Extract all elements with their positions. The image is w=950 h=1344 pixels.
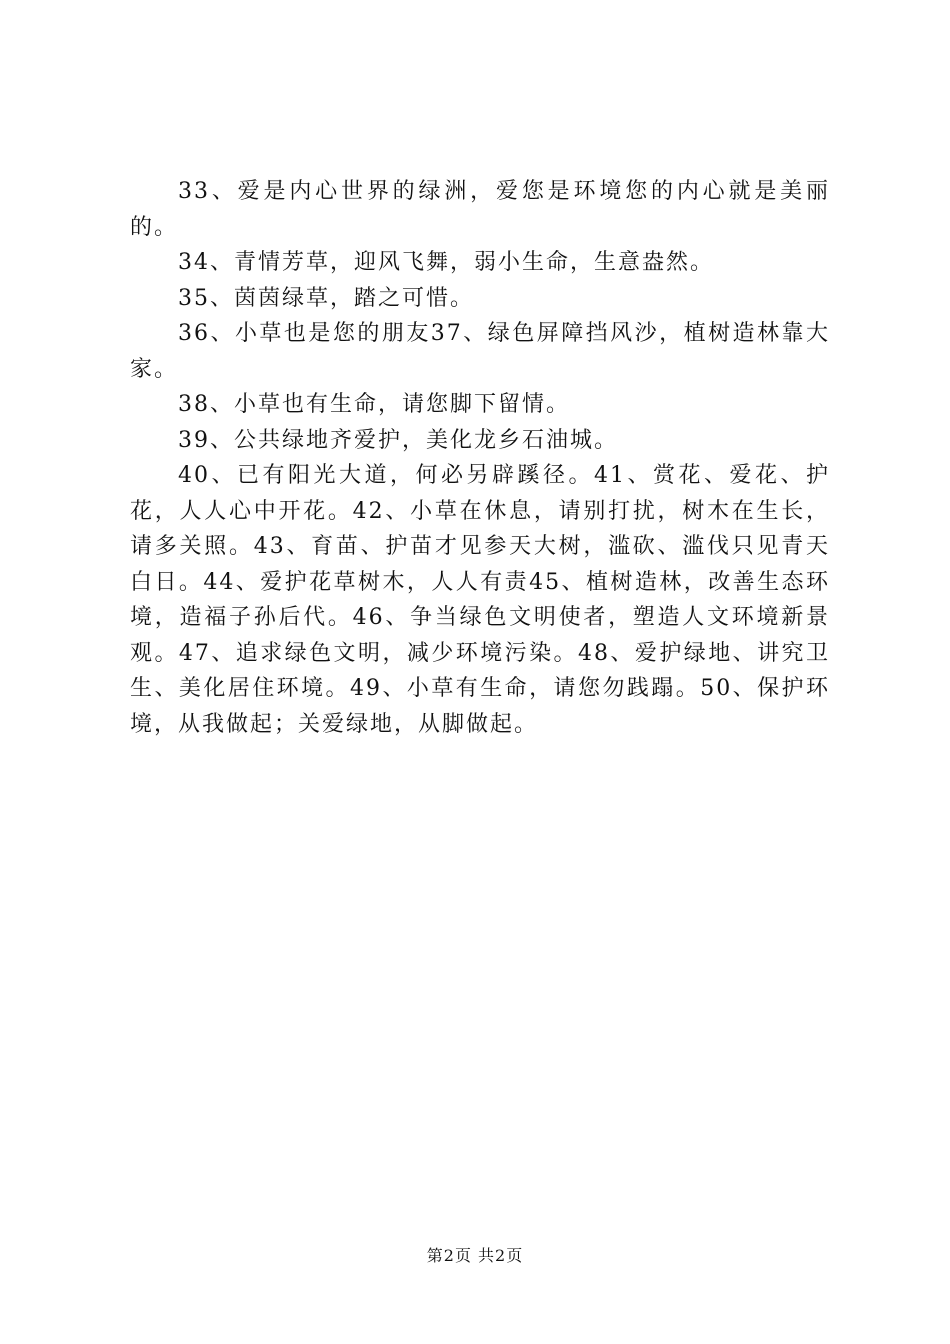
slogan-paragraph-39: 39、公共绿地齐爱护，美化龙乡石油城。 bbox=[178, 427, 618, 453]
slogan-paragraph-36: 36、小草也是您的朋友37、绿色屏障挡风沙，植树造林靠大家。 bbox=[130, 321, 830, 382]
slogan-paragraph-35: 35、茵茵绿草，踏之可惜。 bbox=[178, 285, 474, 311]
slogan-paragraph-38: 38、小草也有生命，请您脚下留情。 bbox=[178, 392, 570, 417]
slogan-paragraph-33: 33、爱是内心世界的绿洲，爱您是环境您的内心就是美丽的。 bbox=[130, 179, 830, 240]
slogan-paragraph-34: 34、青情芳草，迎风飞舞，弱小生命，生意盎然。 bbox=[178, 250, 714, 275]
page-number-footer: 第2页 共2页 bbox=[426, 1246, 524, 1265]
document-body bbox=[130, 174, 830, 742]
slogan-paragraph-40-50: 40、已有阳光大道，何必另辟蹊径。41、赏花、爱花、护花，人人心中开花。42、小草在休息，请别打扰，树木在生长，请多关照。43、育苗、护苗才见参天大树，滥砍、滥伐只见青天白日。44、爱护花草树木，人人有责45、植树造林，改善生态环境，造福子孙后代。46、争当绿色文明使者，塑造人文环境新景观。47、追求绿色文明，减少环境污染。48、爱护绿地、讲究卫生、美化居住环境。49、小草有生命，请您勿践蹋。50、保护环境，从我做起；关爱绿地，从脚做起。 bbox=[130, 463, 830, 737]
